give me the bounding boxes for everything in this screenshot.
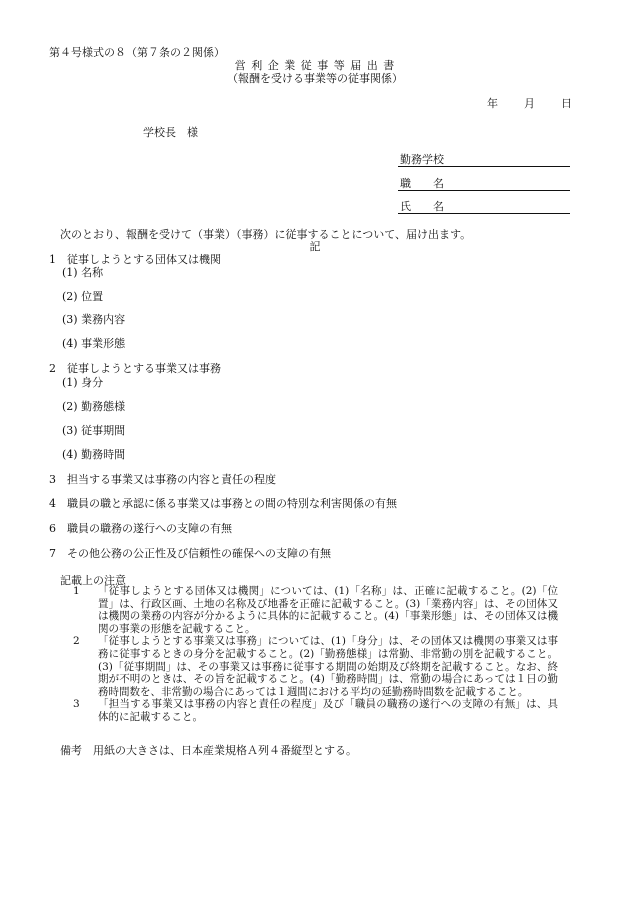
note-item [73, 635, 558, 698]
section-4-title: 4 職員の職と承認に係る事業又は事務との間の特別な利害関係の有無 [49, 497, 397, 510]
ki-marker: 記 [309, 240, 321, 253]
signature-school-label: 勤務学校 [400, 153, 444, 166]
section-3-title: 3 担当する事業又は事務の内容と責任の程度 [49, 473, 276, 486]
signature-position-label: 職 名 [400, 177, 444, 190]
signature-school-line [398, 166, 570, 167]
form-id: 第４号様式の８（第７条の２関係） [49, 46, 225, 59]
note-number: 2 [73, 635, 80, 648]
note-text: 「従事しようとする団体又は機関」については、(1)「名称」は、正確に記載すること。(2)「位置」は、行政区画、土地の名称及び地番を正確に記載すること。(3)「業務内容」は、その団体又は機関の業務の内容が分かるように具体的に記載すること。(4)「事業形態」は、その団体又は機関の事業の形態を記載すること。 [98, 585, 558, 635]
note-item [73, 698, 558, 723]
section-2-item-period: (3) 従事期間 [62, 424, 126, 437]
date-day: 日 [561, 97, 572, 110]
date-month: 月 [524, 97, 535, 110]
signature-position-line [398, 190, 570, 191]
signature-name-line [398, 213, 570, 214]
signature-name-label: 氏 名 [400, 200, 444, 213]
remarks: 備考 用紙の大きさは、日本産業規格Ａ列４番縦型とする。 [60, 744, 357, 757]
date-year: 年 [487, 97, 498, 110]
section-1-item-location: (2) 位置 [62, 290, 104, 303]
section-2-item-status: (1) 身分 [62, 376, 104, 389]
intro-text: 次のとおり、報酬を受けて（事業）（事務）に従事することについて、届け出ます。 [60, 228, 472, 241]
note-number: 3 [73, 698, 80, 711]
document-title: 営 利 企 業 従 事 等 届 出 書 [234, 59, 396, 72]
note-text: 「従事しようとする事業又は事務」については、(1)「身分」は、その団体又は機関の事業又は事務に従事するときの身分を記載すること。(2)「勤務態様」は常勤、非常勤の別を記載すること。(3)「従事期間」は、その事業又は事務に従事する期間の始期及び終期を記載すること。なお、終期が不明のときは、その旨を記載すること。(4)「勤務時間」は、常勤の場合にあっては１日の勤務時間数を、非常勤の場合にあっては１週間における平均の延勤務時間数を記載すること。 [98, 635, 558, 698]
notes-list [73, 585, 558, 724]
document-subtitle: （報酬を受ける事業等の従事関係） [227, 72, 403, 85]
section-2-item-work-style: (2) 勤務態様 [62, 400, 126, 413]
notes-heading: 記載上の注意 [60, 574, 126, 587]
addressee: 学校長 様 [143, 126, 198, 139]
section-2-item-hours: (4) 勤務時間 [62, 448, 126, 461]
section-1-item-business: (3) 業務内容 [62, 313, 126, 326]
section-1-title: 1 従事しようとする団体又は機関 [49, 253, 221, 266]
note-number: 1 [73, 585, 80, 597]
section-2-title: 2 従事しようとする事業又は事務 [49, 362, 221, 375]
note-item [73, 585, 558, 635]
section-1-item-form: (4) 事業形態 [62, 337, 126, 350]
section-6-title: 6 職員の職務の遂行への支障の有無 [49, 522, 232, 535]
section-7-title: 7 その他公務の公正性及び信頼性の確保への支障の有無 [49, 547, 331, 560]
section-1-item-name: (1) 名称 [62, 266, 104, 279]
note-text: 「担当する事業又は事務の内容と責任の程度」及び「職員の職務の遂行への支障の有無」は、具体的に記載すること。 [98, 698, 558, 723]
